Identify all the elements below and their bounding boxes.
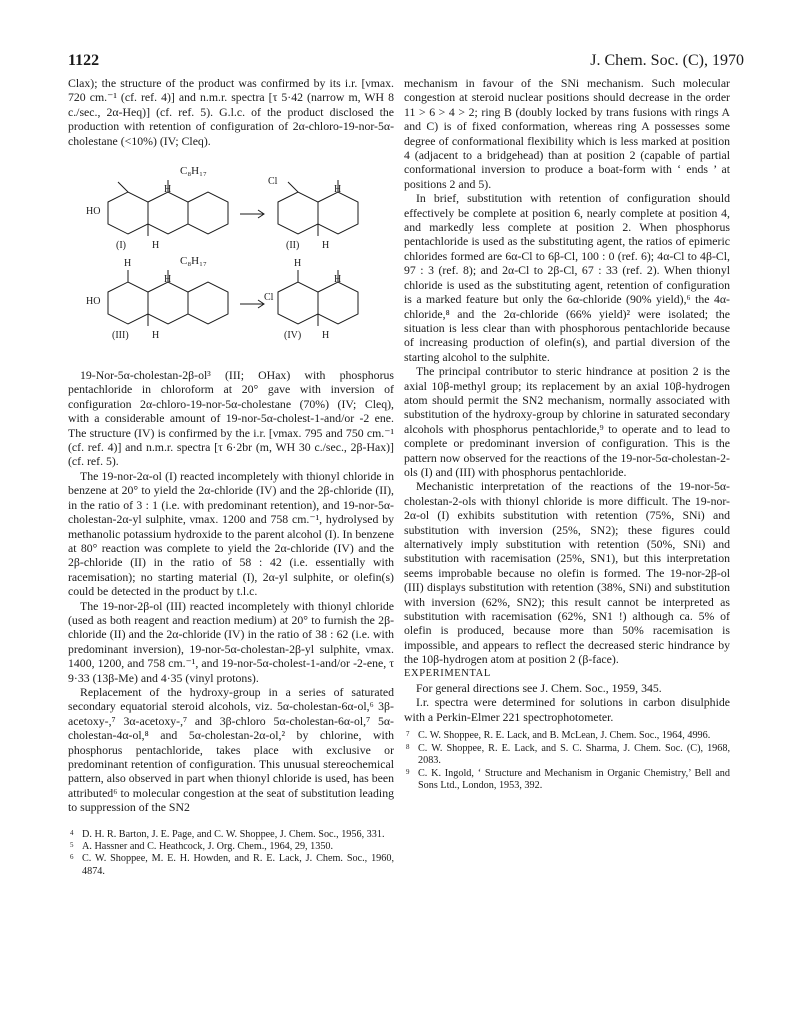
paragraph: The 19-nor-2α-ol (I) reacted incompletely with thionyl chloride in benzene at 20° to yield the 2α-chloride (IV) and the 2β-chloride (II), in the ratio of 3 : 1 (i.e. with predominant retention), and 19-nor-5α-cholestan-2α-yl sulphite, νmax. 1200 and 758 cm.⁻¹, hydrolysed by methanolic potassium hydroxide to the parent alcohol (I). In benzene at 80° reaction was complete to yield the 2α-chloride (IV) and the 2β-chloride (II) in the ratio of 58 : 42 (i.e. essentially with racemisation); no starting material (I), 2α-yl sulphite, or olefin(s) could be detected in the product by t.l.c. <box>68 468 394 599</box>
footnote: 9 C. K. Ingold, ‘ Structure and Mechanism in Organic Chemistry,’ Bell and Sons Ltd., London, 1953, 392. <box>406 767 730 791</box>
hydroxy-label: HO <box>86 296 101 308</box>
footnote: 4 D. H. R. Barton, J. E. Page, and C. W. Shoppee, J. Chem. Soc., 1956, 331. <box>70 828 385 840</box>
compound-label-II: (II) <box>286 240 300 252</box>
substituent-label: C₈H₁₇ <box>180 165 207 178</box>
chlorine-label: Cl <box>268 176 278 188</box>
hydrogen-label: H <box>124 258 132 270</box>
paragraph: 19-Nor-5α-cholestan-2β-ol³ (III; OHax) with phosphorus pentachloride in chloroform at 20° gave with inversion of configuration 2α-chloro-19-nor-5α-cholestane (70%) (IV; Cleq), with a considerable amount of 19-nor-5α-cholest-1-and/or -2 ene. The structure (IV) is confirmed by the i.r. [νmax. 795 and 750 cm.⁻¹ (cf. ref. 4)] and n.m.r. spectra [τ 6·2br (m, WH 30 c./sec., 2β-Hax)] (cf. ref. 5). <box>68 368 394 469</box>
hydroxy-label: HO <box>86 206 101 218</box>
left-column <box>68 76 394 878</box>
paragraph: mechanism in favour of the SNi mechanism. Such molecular congestion at steroid nuclear positions should decrease in the order 11 > 6 > 4 > 2; ring B (doubly locked by trans fusions with rings A and C) is of fixed conformation, whereas ring A possesses some degree of conformational flexibility which is less marked at position 4 (adjacent to a bridgehead) than at position 2 (capable of partial conformational inversion to produce a boat-form with ‘ ends ’ at positions 2 and 5). <box>404 76 730 191</box>
paragraph: Replacement of the hydroxy-group in a series of saturated secondary equatorial steroid alcohols, viz. 5α-cholestan-6α-ol,⁶ 3β-acetoxy-,⁷ 3α-acetoxy-,⁷ and 3β-chloro 5α-cholestan-6α-ol,⁷ 5α-cholestan-4α-ol,⁸ and 5α-cholestan-2α-ol,² by chlorine, with phosphorus pentachloride, takes place with exclusive or predominant retention of configuration. This unusual stereochemical pattern, also observed in part when thionyl chloride is used, has been attributed⁶ to molecular congestion at the seat of substitution leading to suppression of the SN2 <box>68 684 394 815</box>
paragraph: The principal contributor to steric hindrance at position 2 is the axial 10β-methyl group; its replacement by an axial 10β-hydrogen atom should permit the SN2 mechanism, normally associated with substitution of the hydroxy-group by chlorine in saturated secondary alcohols with phosphorus pentachloride,⁹ to operate and to lead to complete or predominant inversion of configuration. This is the pattern now observed for the reactions of the 19-nor-5α-cholestan-2-ols (I) and (III) with phosphorus pentachloride. <box>404 364 730 479</box>
footnotes-left <box>68 829 394 879</box>
footnotes-right <box>404 730 730 792</box>
footnote: 8 C. W. Shoppee, R. E. Lack, and S. C. Sharma, J. Chem. Soc. (C), 1968, 2083. <box>406 742 730 767</box>
hydrogen-label: H <box>152 330 160 342</box>
footnote: 5 A. Hassner and C. Heathcock, J. Org. Chem., 1964, 29, 1350. <box>70 841 334 853</box>
compound-label-IV: (IV) <box>284 330 302 342</box>
page-number: 1122 <box>68 52 100 69</box>
chlorine-label: Cl <box>264 292 274 304</box>
hydrogen-label: H <box>322 240 330 252</box>
right-column <box>404 76 730 792</box>
paragraph: I.r. spectra were determined for solutions in carbon disulphide with a Perkin-Elmer 221 spectrophotometer. <box>404 695 730 724</box>
section-heading: EXPERIMENTAL <box>404 667 491 679</box>
compound-label-III: (III) <box>112 330 129 342</box>
structure-diagram <box>68 152 394 352</box>
compound-label-I: (I) <box>116 240 126 252</box>
hydrogen-label: H <box>164 274 172 286</box>
hydrogen-label: H <box>334 274 342 286</box>
reaction-scheme <box>68 152 394 352</box>
paragraph: In brief, substitution with retention of configuration should effectively be complete at position 6, nearly complete at position 4, and markedly less complete at position 2. When phosphorus pentachloride is used as the substituting agent, the ratios of epimeric chlorides formed are 6α-Cl to 6β-Cl, 100 : 0 (ref. 6); 4α-Cl to 4β-Cl, 97 : 3 (ref. 8); and 2α-Cl to 2β-Cl, 67 : 33 (ref. 2). When thionyl chloride is used as the substituting agent, retention of configuration is a marked feature but only the 6α-chloride (90% yield),⁶ the 4α-chloride,⁸ and the 2α-chloride (66% yield)² were isolated; the situation is less clear than with phosphorous pentachloride because of increasing production of olefin(s), and partial diversion of the starting alcohol to the sulphite. <box>404 191 730 364</box>
paragraph: For general directions see J. Chem. Soc., 1959, 345. <box>416 681 662 696</box>
hydrogen-label: H <box>152 240 160 252</box>
substituent-label: C₈H₁₇ <box>180 255 207 268</box>
footnote: 7 C. W. Shoppee, R. E. Lack, and B. McLean, J. Chem. Soc., 1964, 4996. <box>406 730 711 742</box>
structure-II <box>278 180 358 236</box>
hydrogen-label: H <box>322 330 330 342</box>
hydrogen-label: H <box>334 184 342 196</box>
hydrogen-label: H <box>294 258 302 270</box>
structure-IV <box>278 270 358 326</box>
journal-header: J. Chem. Soc. (C), 1970 <box>590 52 744 69</box>
footnote: 6 C. W. Shoppee, M. E. H. Howden, and R. E. Lack, J. Chem. Soc., 1960, 4874. <box>70 853 394 877</box>
paragraph: Mechanistic interpretation of the reactions of the 19-nor-5α-cholestan-2-ols with thionyl chloride is more difficult. The 19-nor-2α-ol (I) exhibits substitution with retention (75%, SNi) and substitution with inversion (25%, SN2); these figures could alternatively imply substitution with retention (50%, SNi) and substitution with racemisation (25%, SN1), but this interpretation seems improbable because no olefin is formed. The 19-nor-2β-ol (III) displays substitution with retention (38%, SNi) and substitution with inversion (62%, SN2); this result cannot be interpreted as substitution with racemisation (62%, SN1 !) although ca. 5% of olefin is produced, because more than 50% racemisation is impossible, and appears to reflect the decreased steric hindrance by the 10β-hydrogen atom at position 2 (β-face). <box>404 479 730 667</box>
paragraph: The 19-nor-2β-ol (III) reacted incompletely with thionyl chloride (used as both reagent and reaction medium) at 20° to furnish the 2β-chloride (II) and the 2α-chloride (IV) in the ratio of 38 : 62 (i.e. with predominant inversion), 19-nor-5α-cholestan-2β-yl sulphite, νmax. 1400, 1200, and 758 cm.⁻¹, and 19-nor-5α-cholest-1-and/or -2-ene, τ 9·33 (13β-Me) and 4·35 (vinyl protons). <box>68 598 394 685</box>
hydrogen-label: H <box>164 184 172 196</box>
paragraph: Clax); the structure of the product was confirmed by its i.r. [νmax. 720 cm.⁻¹ (cf. ref. 4)] and n.m.r. spectra [τ 5·42 (narrow m, WH 8 c./sec., 2α-Heq)] (cf. ref. 5). G.l.c. of the product disclosed the production with retention of configuration of 2α-chloro-19-nor-5α-cholestane (<10%) (IV; Cleq). <box>68 76 394 148</box>
